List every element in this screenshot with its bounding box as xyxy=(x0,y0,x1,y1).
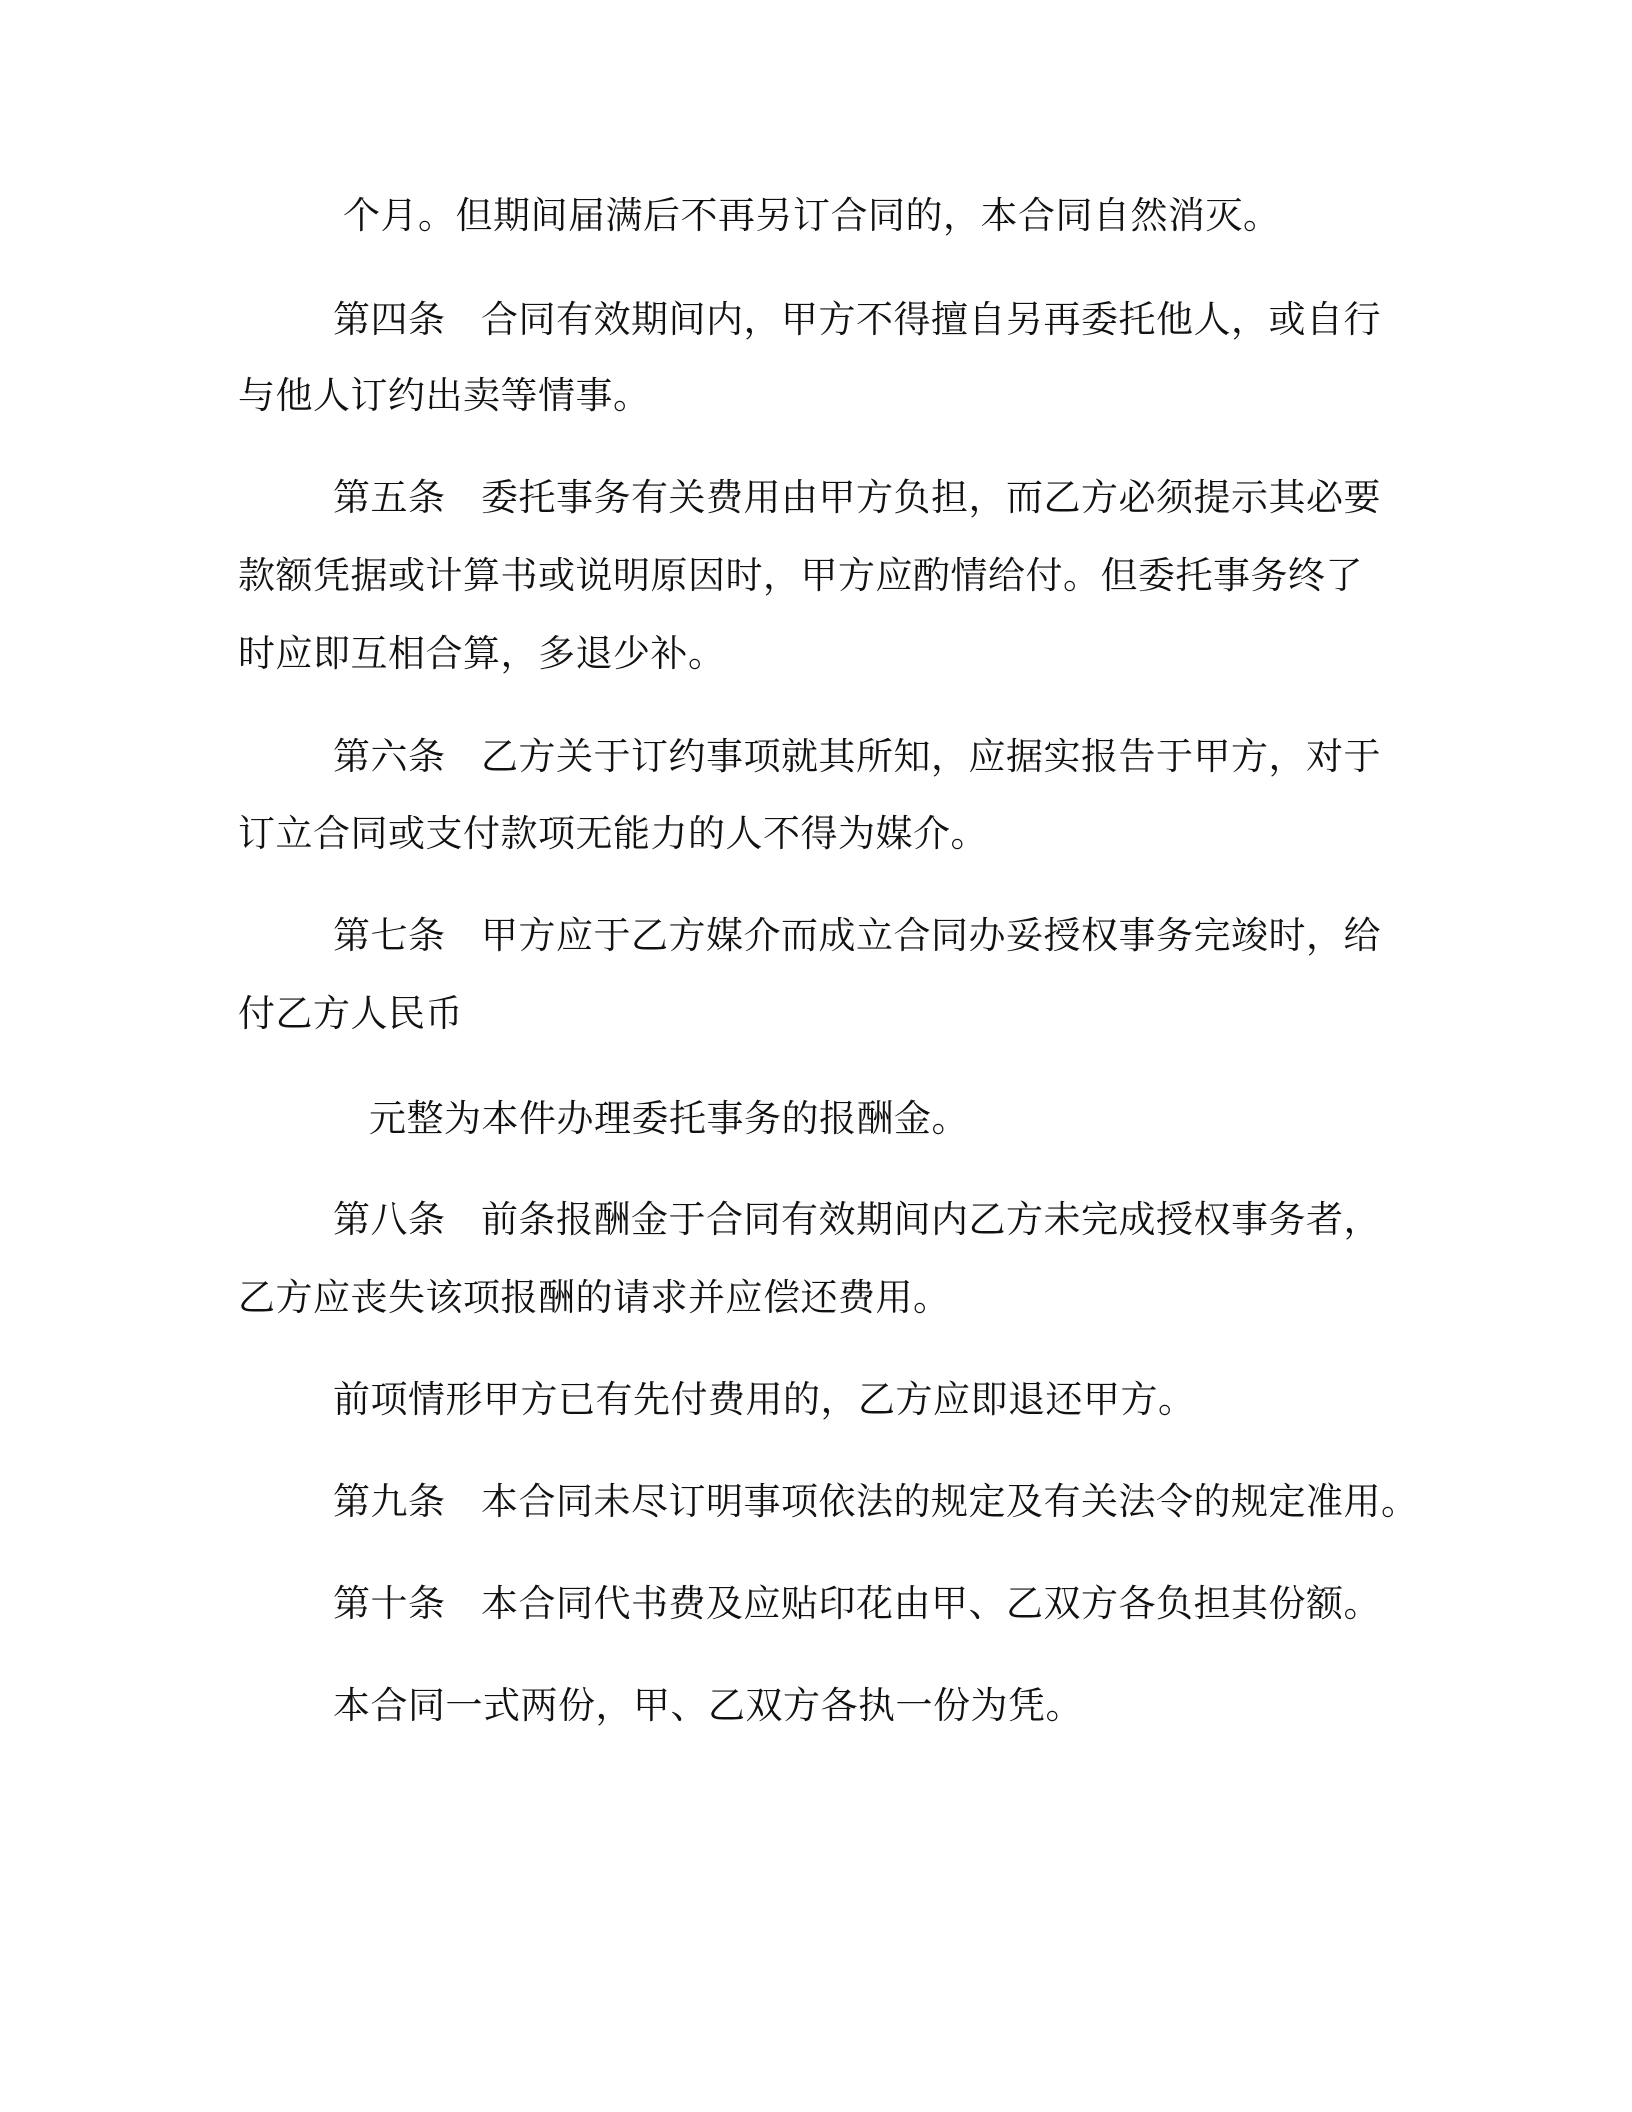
article-5-continuation: 时应即互相合算，多退少补。 xyxy=(238,632,726,675)
article-8-line xyxy=(333,1196,1381,1244)
article-6-text: 乙方关于订约事项就其所知，应据实报告于甲方，对于 xyxy=(481,735,1381,778)
article-6-line xyxy=(333,733,1381,781)
article-5-text: 委托事务有关费用由甲方负担，而乙方必须提示其必要 xyxy=(481,476,1381,519)
article-7-continuation: 元整为本件办理委托事务的报酬金。 xyxy=(369,1097,969,1140)
article-5-line xyxy=(333,474,1381,522)
article-9-text: 本合同未尽订明事项依法的规定及有关法令的规定准用。 xyxy=(481,1480,1419,1523)
article-6-continuation: 订立合同或支付款项无能力的人不得为媒介。 xyxy=(238,812,988,855)
article-4-text: 合同有效期间内，甲方不得擅自另再委托他人，或自行 xyxy=(481,298,1381,341)
article-4-continuation: 与他人订约出卖等情事。 xyxy=(238,374,651,417)
article-10-line xyxy=(333,1580,1381,1628)
article-10-text: 本合同代书费及应贴印花由甲、乙双方各负担其份额。 xyxy=(481,1582,1381,1625)
article-4-number: 第四条 xyxy=(333,298,446,341)
article-7-line xyxy=(333,912,1381,960)
article-5-continuation: 款额凭据或计算书或说明原因时，甲方应酌情给付。但委托事务终了 xyxy=(238,554,1363,597)
article-8-continuation: 乙方应丧失该项报酬的请求并应偿还费用。 xyxy=(238,1276,951,1319)
article-8-number: 第八条 xyxy=(333,1198,446,1241)
article-9-number: 第九条 xyxy=(333,1480,446,1523)
article-7-continuation: 付乙方人民币 xyxy=(238,992,463,1035)
paragraph-line: 个月。但期间届满后不再另订合同的，本合同自然消灭。 xyxy=(343,194,1281,237)
article-7-number: 第七条 xyxy=(333,914,446,957)
article-7-text: 甲方应于乙方媒介而成立合同办妥授权事务完竣时，给 xyxy=(481,914,1381,957)
article-10-number: 第十条 xyxy=(333,1582,446,1625)
article-5-number: 第五条 xyxy=(333,476,446,519)
article-8-text: 前条报酬金于合同有效期间内乙方未完成授权事务者， xyxy=(481,1198,1381,1241)
closing-paragraph: 本合同一式两份，甲、乙双方各执一份为凭。 xyxy=(333,1684,1083,1727)
article-6-number: 第六条 xyxy=(333,735,446,778)
article-4-line xyxy=(333,296,1381,344)
article-8-paragraph: 前项情形甲方已有先付费用的，乙方应即退还甲方。 xyxy=(333,1378,1196,1421)
article-9-line xyxy=(333,1478,1419,1526)
